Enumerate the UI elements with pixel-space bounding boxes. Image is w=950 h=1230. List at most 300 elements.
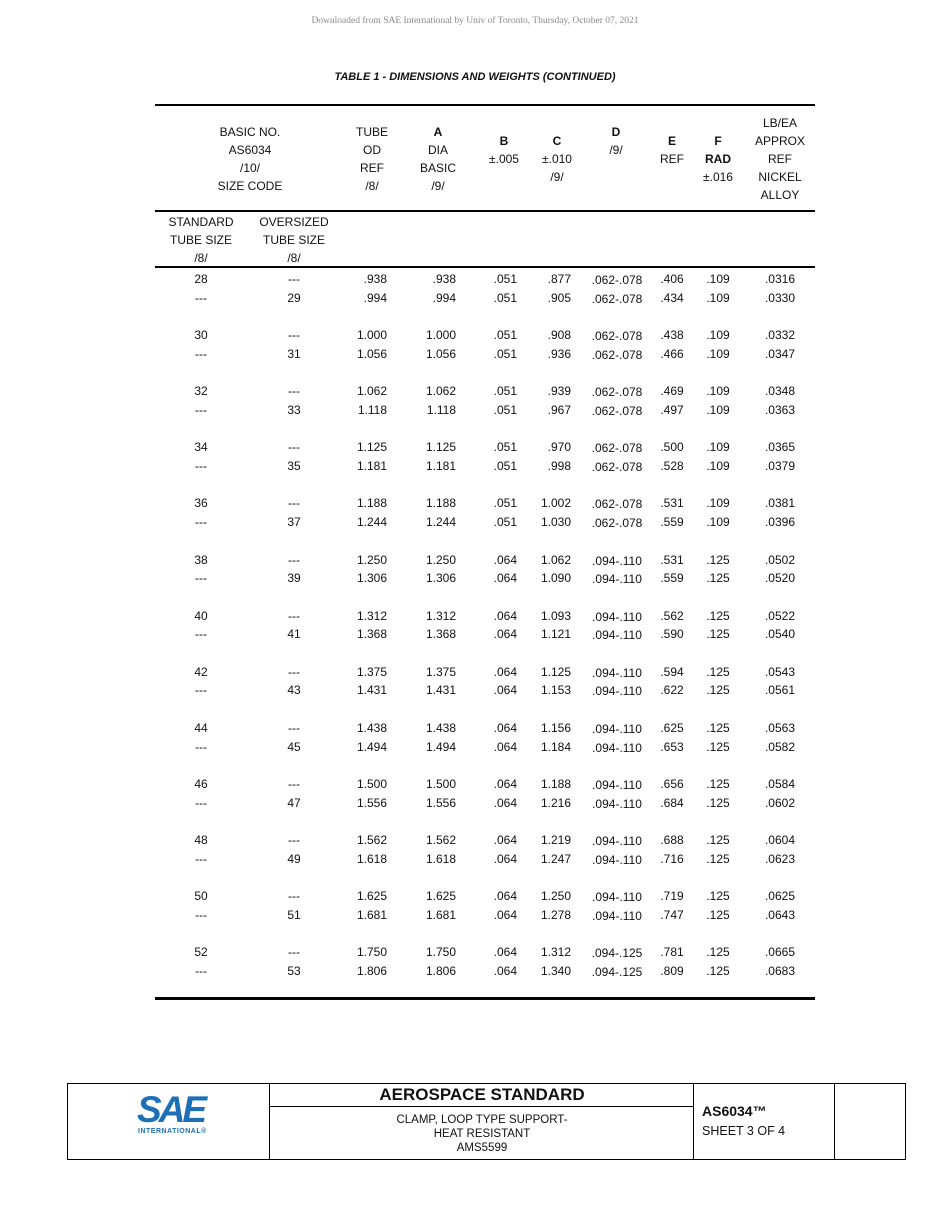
cell-standard-size: 38 <box>194 552 208 567</box>
header-line: AS6034 <box>228 143 272 157</box>
cell-rad-f: .125 <box>706 795 730 810</box>
cell-dim-b: .064 <box>493 907 517 922</box>
cell-dim-c: .908 <box>547 328 571 343</box>
cell-tube-od: 1.118 <box>357 402 387 417</box>
cell-oversized-size: --- <box>288 272 300 286</box>
cell-weight: .0643 <box>764 907 795 922</box>
cell-rad-f: .125 <box>706 571 730 586</box>
cell-standard-size: 52 <box>194 945 208 960</box>
header-line: TUBE SIZE <box>169 233 232 247</box>
cell-dim-e: .559 <box>660 515 684 530</box>
cell-dim-c: 1.340 <box>540 963 571 978</box>
cell-weight: .0348 <box>764 384 795 399</box>
cell-standard-size: --- <box>195 402 207 417</box>
cell-dim-e: .562 <box>660 608 684 623</box>
cell-dim-d: .094-.110 <box>592 665 642 680</box>
header-line: /9/ <box>609 143 623 157</box>
cell-weight: .0396 <box>764 515 795 530</box>
cell-standard-size: 40 <box>194 608 208 623</box>
cell-weight: .0665 <box>764 945 795 960</box>
cell-dim-b: .051 <box>493 440 517 455</box>
cell-weight: .0316 <box>764 272 795 286</box>
cell-dim-c: 1.121 <box>540 627 571 642</box>
cell-tube-od: 1.306 <box>356 571 387 586</box>
sheet-number: SHEET 3 OF 4 <box>702 1124 786 1138</box>
cell-dim-b: .064 <box>493 571 517 586</box>
cell-dim-e: .469 <box>660 384 684 399</box>
cell-weight: .0561 <box>764 683 795 698</box>
cell-tube-od: 1.625 <box>356 889 387 904</box>
cell-oversized-size: --- <box>288 384 300 399</box>
cell-oversized-size: 37 <box>287 515 301 530</box>
cell-dim-b: .051 <box>493 328 517 343</box>
cell-dim-c: 1.250 <box>540 889 571 904</box>
cell-dim-d: .094-.110 <box>592 721 642 736</box>
cell-dim-c: 1.184 <box>540 739 571 754</box>
header-line: /10/ <box>239 161 260 175</box>
cell-dim-c: 1.312 <box>540 945 571 960</box>
cell-rad-f: .125 <box>706 963 730 978</box>
cell-tube-od: 1.000 <box>356 328 387 343</box>
header-line: NICKEL <box>758 170 802 184</box>
cell-dim-d: .062-.078 <box>591 385 643 400</box>
cell-dim-e: .594 <box>660 664 684 679</box>
cell-tube-od: 1.431 <box>356 683 387 698</box>
cell-tube-od: .938 <box>363 272 387 286</box>
cell-dim-d: .062-.078 <box>591 460 643 474</box>
cell-dim-b: .051 <box>493 496 517 511</box>
cell-tube-od: 1.244 <box>356 515 387 530</box>
cell-weight: .0381 <box>764 496 795 511</box>
cell-standard-size: --- <box>195 290 207 305</box>
cell-weight: .0625 <box>764 889 795 904</box>
cell-tube-od: 1.562 <box>356 833 387 847</box>
cell-dim-d: .094-.110 <box>592 852 642 867</box>
cell-dim-c: 1.153 <box>540 683 571 698</box>
subheader-divider-rule <box>155 266 815 268</box>
cell-dim-d: .094-.110 <box>592 628 642 643</box>
cell-dim-e: .466 <box>660 346 684 361</box>
cell-dim-e: .531 <box>660 552 684 567</box>
cell-dim-d: .094-.110 <box>592 777 642 792</box>
cell-dia-a: 1.312 <box>425 608 456 623</box>
cell-dim-c: 1.090 <box>540 571 571 586</box>
cell-rad-f: .109 <box>706 328 730 343</box>
cell-oversized-size: 29 <box>287 290 301 305</box>
cell-dim-d: .062-.078 <box>591 347 643 362</box>
cell-tube-od: .994 <box>363 290 387 305</box>
cell-oversized-size: 39 <box>287 571 301 586</box>
header-line: ±.005 <box>489 152 519 166</box>
cell-weight: .0332 <box>764 328 795 343</box>
cell-dim-b: .064 <box>493 683 517 698</box>
cell-dim-d: .094-.110 <box>592 834 642 848</box>
cell-dim-b: .051 <box>493 272 517 286</box>
table-bottom-rule <box>155 997 815 1000</box>
cell-oversized-size: --- <box>288 552 300 567</box>
cell-tube-od: 1.375 <box>356 664 387 679</box>
cell-standard-size: 34 <box>194 440 208 455</box>
cell-dim-b: .051 <box>493 515 517 530</box>
subtitle-line: HEAT RESISTANT <box>433 1128 531 1140</box>
cell-dim-b: .064 <box>493 795 517 810</box>
cell-dim-b: .064 <box>493 720 517 735</box>
cell-dia-a: 1.618 <box>425 851 456 866</box>
cell-oversized-size: --- <box>288 328 300 343</box>
cell-weight: .0683 <box>764 963 795 978</box>
cell-dim-b: .064 <box>493 963 517 978</box>
cell-dia-a: 1.306 <box>425 571 456 586</box>
header-oversized <box>259 213 328 267</box>
cell-dim-d: .094-.125 <box>591 946 643 961</box>
cell-dim-d: .062-.078 <box>591 291 643 306</box>
cell-dim-d: .094-.110 <box>592 609 642 624</box>
header-line: A <box>433 125 443 139</box>
header-c <box>542 132 572 186</box>
header-line: OVERSIZED <box>259 215 329 229</box>
cell-weight: .0347 <box>764 346 795 361</box>
cell-dim-c: .939 <box>547 384 571 399</box>
cell-dim-c: 1.247 <box>540 851 571 866</box>
header-line: RAD <box>704 152 731 166</box>
cell-dia-a: 1.562 <box>425 833 456 847</box>
cell-dia-a: 1.244 <box>425 515 456 530</box>
header-line: TUBE <box>355 125 389 139</box>
cell-tube-od: 1.806 <box>356 963 387 978</box>
cell-dia-a: 1.500 <box>425 776 456 791</box>
cell-dim-e: .434 <box>660 290 684 305</box>
cell-dim-b: .064 <box>493 945 517 960</box>
cell-weight: .0522 <box>764 608 795 623</box>
cell-dim-b: .064 <box>493 776 517 791</box>
cell-tube-od: 1.750 <box>356 945 387 960</box>
cell-dim-e: .590 <box>660 627 684 642</box>
cell-dim-e: .719 <box>660 889 684 904</box>
cell-rad-f: .125 <box>706 608 730 623</box>
cell-dim-e: .531 <box>660 496 684 511</box>
cell-dim-c: 1.219 <box>540 833 571 847</box>
header-standard <box>168 213 233 267</box>
cell-standard-size: 28 <box>194 272 208 286</box>
cell-rad-f: .109 <box>706 459 730 473</box>
cell-dia-a: .938 <box>432 272 456 286</box>
cell-dim-e: .622 <box>660 683 684 698</box>
cell-rad-f: .125 <box>706 851 730 866</box>
cell-dim-d: .062-.078 <box>591 497 643 512</box>
cell-dim-d: .094-.110 <box>592 796 642 811</box>
title-block-divider-far-right <box>834 1083 835 1160</box>
cell-standard-size: 42 <box>194 664 208 679</box>
cell-rad-f: .109 <box>706 496 730 511</box>
cell-dim-b: .064 <box>493 833 517 847</box>
cell-standard-size: --- <box>195 739 207 754</box>
cell-oversized-size: 45 <box>287 739 301 754</box>
cell-tube-od: 1.125 <box>356 440 387 455</box>
cell-dim-c: .905 <box>547 290 571 305</box>
table-top-rule <box>155 104 815 106</box>
cell-standard-size: --- <box>195 907 207 922</box>
cell-dia-a: 1.056 <box>425 346 456 361</box>
cell-tube-od: 1.681 <box>356 907 387 922</box>
header-f <box>703 132 733 186</box>
cell-dim-c: 1.125 <box>540 664 571 679</box>
cell-dim-e: .559 <box>660 571 684 586</box>
cell-standard-size: 48 <box>194 833 208 847</box>
cell-dim-d: .062-.078 <box>591 403 643 418</box>
cell-weight: .0584 <box>764 776 795 791</box>
cell-dim-d: .062-.078 <box>591 329 643 344</box>
header-line: /9/ <box>550 170 564 184</box>
cell-standard-size: --- <box>195 515 207 530</box>
cell-standard-size: --- <box>195 459 207 473</box>
header-line: /9/ <box>431 179 445 193</box>
header-a <box>420 123 456 195</box>
cell-rad-f: .109 <box>706 346 730 361</box>
cell-tube-od: 1.500 <box>356 776 387 791</box>
cell-dim-e: .747 <box>660 907 684 922</box>
cell-dim-d: .094-.125 <box>591 964 643 979</box>
cell-dim-b: .064 <box>493 851 517 866</box>
cell-tube-od: 1.438 <box>356 720 387 735</box>
cell-dim-e: .688 <box>660 833 684 847</box>
cell-dia-a: 1.556 <box>425 795 456 810</box>
cell-standard-size: 50 <box>194 889 208 904</box>
cell-weight: .0543 <box>764 664 795 679</box>
cell-rad-f: .125 <box>706 720 730 735</box>
cell-rad-f: .109 <box>706 272 730 286</box>
cell-tube-od: 1.188 <box>356 496 387 511</box>
cell-dim-d: .094-.110 <box>592 684 642 699</box>
cell-dim-b: .064 <box>493 664 517 679</box>
cell-rad-f: .109 <box>706 440 730 455</box>
cell-dim-b: .051 <box>493 402 517 417</box>
cell-dim-e: .684 <box>660 795 684 810</box>
cell-oversized-size: --- <box>288 720 300 735</box>
cell-tube-od: 1.556 <box>356 795 387 810</box>
cell-rad-f: .125 <box>706 552 730 567</box>
cell-oversized-size: --- <box>288 776 300 791</box>
cell-oversized-size: 49 <box>287 851 301 866</box>
cell-rad-f: .125 <box>706 833 730 847</box>
header-line: D <box>611 125 621 139</box>
cell-dim-b: .051 <box>493 384 517 399</box>
cell-weight: .0563 <box>764 720 795 735</box>
cell-oversized-size: --- <box>288 496 300 511</box>
header-divider-rule <box>155 210 815 212</box>
cell-dim-b: .051 <box>493 459 517 473</box>
cell-dim-c: 1.030 <box>540 515 571 530</box>
header-line: ±.010 <box>542 152 572 166</box>
cell-dia-a: 1.625 <box>425 889 456 904</box>
cell-dia-a: 1.250 <box>425 552 456 567</box>
download-watermark: Downloaded from SAE International by Univ of Toronto, Thursday, October 07, 2021 <box>311 16 639 26</box>
cell-dim-d: .094-.110 <box>592 572 642 587</box>
cell-oversized-size: 33 <box>287 402 301 417</box>
cell-weight: .0502 <box>764 552 795 567</box>
cell-dia-a: 1.181 <box>425 459 456 473</box>
cell-standard-size: 46 <box>194 776 208 791</box>
cell-tube-od: 1.056 <box>356 346 387 361</box>
cell-standard-size: --- <box>195 683 207 698</box>
cell-dim-d: .062-.078 <box>591 441 643 456</box>
cell-dim-c: 1.156 <box>540 720 571 735</box>
header-lb <box>755 114 805 204</box>
header-line: REF <box>767 152 792 166</box>
cell-weight: .0602 <box>764 795 795 810</box>
cell-dim-c: .970 <box>547 440 571 455</box>
cell-dim-c: .967 <box>547 402 571 417</box>
cell-dim-e: .406 <box>660 272 684 286</box>
cell-weight: .0623 <box>764 851 795 866</box>
cell-dia-a: 1.368 <box>425 627 456 642</box>
header-line: STANDARD <box>168 215 234 229</box>
cell-weight: .0330 <box>764 290 795 305</box>
cell-oversized-size: --- <box>288 440 300 455</box>
cell-dim-e: .716 <box>660 851 684 866</box>
document-number: AS6034™ <box>702 1103 767 1119</box>
header-line: REF <box>660 152 684 166</box>
cell-dia-a: 1.431 <box>425 683 456 698</box>
cell-tube-od: 1.494 <box>356 739 387 754</box>
standard-title: AEROSPACE STANDARD <box>379 1085 585 1104</box>
cell-oversized-size: 35 <box>287 459 301 473</box>
cell-dim-b: .064 <box>493 627 517 642</box>
sae-logo: SAE <box>137 1089 205 1130</box>
cell-standard-size: 36 <box>194 496 208 511</box>
cell-dia-a: 1.000 <box>425 328 456 343</box>
cell-dim-c: 1.188 <box>540 776 571 791</box>
title-block-title-underline <box>269 1106 694 1107</box>
cell-oversized-size: --- <box>288 945 300 960</box>
cell-dia-a: 1.806 <box>425 963 456 978</box>
cell-dia-a: .994 <box>432 290 456 305</box>
header-e <box>660 132 684 168</box>
cell-dia-a: 1.438 <box>425 720 456 735</box>
cell-dim-e: .500 <box>660 440 684 455</box>
header-b <box>489 132 519 168</box>
cell-dia-a: 1.125 <box>425 440 456 455</box>
cell-dim-c: 1.002 <box>540 496 571 511</box>
cell-standard-size: --- <box>195 627 207 642</box>
cell-tube-od: 1.250 <box>356 552 387 567</box>
header-line: APPROX <box>754 134 806 148</box>
header-line: ALLOY <box>760 188 800 202</box>
cell-oversized-size: 31 <box>287 346 301 361</box>
cell-oversized-size: --- <box>288 889 300 904</box>
cell-oversized-size: 41 <box>287 627 301 642</box>
cell-dim-d: .094-.110 <box>592 890 642 905</box>
cell-dia-a: 1.750 <box>425 945 456 960</box>
cell-dim-d: .062-.078 <box>591 273 643 287</box>
subtitle-line: AMS5599 <box>456 1142 508 1154</box>
header-line: TUBE SIZE <box>262 233 326 247</box>
cell-dim-e: .438 <box>660 328 684 343</box>
cell-oversized-size: 51 <box>287 907 301 922</box>
cell-dim-c: .877 <box>547 272 571 286</box>
cell-rad-f: .125 <box>706 683 730 698</box>
header-tube-od <box>356 123 388 195</box>
cell-weight: .0363 <box>764 402 795 417</box>
cell-standard-size: --- <box>195 795 207 810</box>
cell-dim-e: .528 <box>660 459 684 473</box>
cell-weight: .0540 <box>764 627 795 642</box>
cell-rad-f: .109 <box>706 384 730 399</box>
cell-weight: .0582 <box>764 739 795 754</box>
cell-weight: .0604 <box>764 833 795 847</box>
cell-dim-d: .094-.110 <box>592 740 642 755</box>
cell-dia-a: 1.494 <box>425 739 456 754</box>
header-basic-no <box>218 123 283 195</box>
cell-rad-f: .125 <box>706 945 730 960</box>
header-line: /8/ <box>365 179 379 193</box>
cell-standard-size: --- <box>195 851 207 866</box>
cell-oversized-size: --- <box>288 833 300 847</box>
cell-dim-d: .094-.110 <box>592 908 642 923</box>
cell-oversized-size: 53 <box>287 963 301 978</box>
cell-oversized-size: --- <box>288 608 300 623</box>
cell-dim-b: .051 <box>493 290 517 305</box>
cell-tube-od: 1.368 <box>356 627 387 642</box>
cell-rad-f: .125 <box>706 627 730 642</box>
cell-standard-size: --- <box>195 963 207 978</box>
cell-dim-e: .625 <box>660 720 684 735</box>
cell-dia-a: 1.681 <box>425 907 456 922</box>
cell-standard-size: --- <box>195 346 207 361</box>
cell-rad-f: .125 <box>706 889 730 904</box>
cell-weight: .0379 <box>764 459 795 473</box>
header-line: BASIC NO. <box>219 125 281 139</box>
cell-dim-c: 1.216 <box>540 795 571 810</box>
cell-dim-c: .998 <box>547 459 571 473</box>
cell-dia-a: 1.062 <box>425 384 456 399</box>
cell-dim-e: .809 <box>660 963 684 978</box>
header-line: C <box>552 134 562 148</box>
header-line: E <box>667 134 676 148</box>
cell-dim-e: .653 <box>660 739 684 754</box>
cell-standard-size: 32 <box>194 384 208 399</box>
cell-dim-e: .656 <box>660 776 684 791</box>
cell-dim-c: 1.062 <box>540 552 571 567</box>
cell-dim-b: .064 <box>493 739 517 754</box>
cell-rad-f: .109 <box>706 290 730 305</box>
cell-tube-od: 1.312 <box>356 608 387 623</box>
cell-dia-a: 1.118 <box>426 402 456 417</box>
cell-oversized-size: 47 <box>287 795 301 810</box>
cell-oversized-size: --- <box>288 664 300 679</box>
cell-dim-b: .064 <box>493 889 517 904</box>
cell-standard-size: 30 <box>194 328 208 343</box>
cell-dia-a: 1.188 <box>425 496 456 511</box>
cell-dim-b: .064 <box>493 552 517 567</box>
header-line: SIZE CODE <box>217 179 283 193</box>
cell-standard-size: 44 <box>194 720 208 735</box>
cell-dim-e: .497 <box>660 402 684 417</box>
header-line: F <box>714 134 722 148</box>
header-line: DIA <box>427 143 449 157</box>
cell-weight: .0520 <box>764 571 795 586</box>
header-line: B <box>499 134 509 148</box>
cell-dim-e: .781 <box>660 945 684 960</box>
header-line: REF <box>359 161 384 175</box>
cell-dim-b: .064 <box>493 608 517 623</box>
header-d <box>609 123 622 159</box>
cell-dia-a: 1.375 <box>425 664 456 679</box>
header-line: LB/EA <box>762 116 798 130</box>
header-line: ±.016 <box>703 170 733 184</box>
sae-logo-subtitle: INTERNATIONAL® <box>138 1128 207 1135</box>
standard-subtitle <box>270 1113 694 1155</box>
cell-tube-od: 1.062 <box>356 384 387 399</box>
